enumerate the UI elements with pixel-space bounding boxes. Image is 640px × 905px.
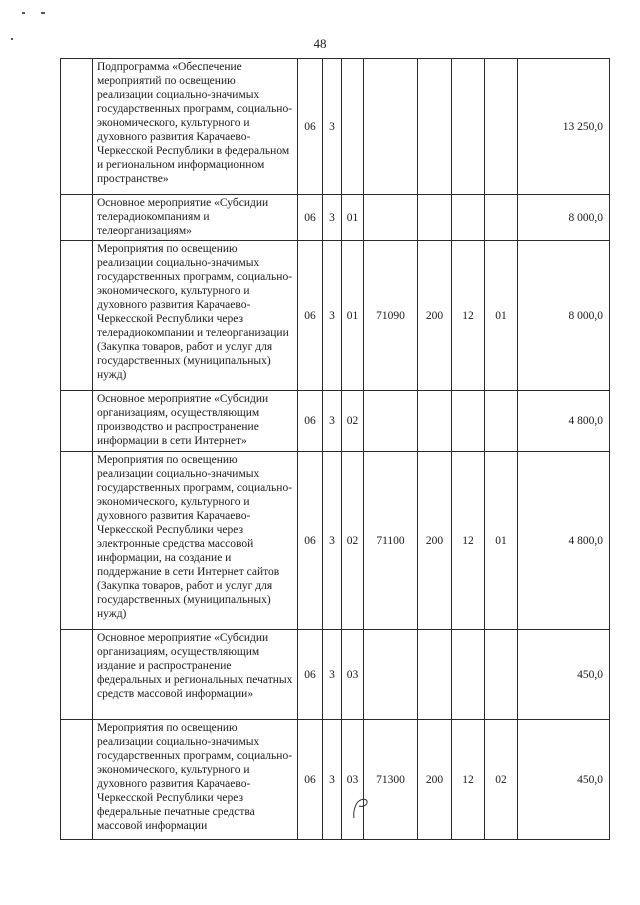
amount: 13 250,0 [518,59,610,195]
direction-code [364,630,418,720]
program-code: 3 [323,452,342,630]
ministry-code: 06 [298,391,323,452]
expense-type-code: 200 [418,720,452,840]
amount: 4 800,0 [518,452,610,630]
number-cell [61,630,93,720]
table-row [61,452,610,630]
scan-mark [41,12,45,14]
budget-table [60,58,610,840]
subsection-code: 01 [485,241,518,391]
event-code: 03 [342,720,364,840]
direction-code: 71100 [364,452,418,630]
section-code [452,195,485,241]
event-code: 02 [342,452,364,630]
direction-code [364,195,418,241]
subsection-code [485,59,518,195]
pen-scribble [350,792,372,820]
direction-code [364,59,418,195]
ministry-code: 06 [298,59,323,195]
ministry-code: 06 [298,195,323,241]
subsection-code: 02 [485,720,518,840]
number-cell [61,241,93,391]
number-cell [61,720,93,840]
expense-type-code: 200 [418,452,452,630]
section-code: 12 [452,452,485,630]
program-code: 3 [323,195,342,241]
program-code: 3 [323,391,342,452]
ministry-code: 06 [298,720,323,840]
subsection-code: 01 [485,452,518,630]
event-code: 03 [342,630,364,720]
table-row [61,195,610,241]
amount: 4 800,0 [518,391,610,452]
scan-mark [11,38,13,40]
ministry-code: 06 [298,452,323,630]
amount: 8 000,0 [518,195,610,241]
expense-type-code [418,195,452,241]
ministry-code: 06 [298,241,323,391]
page-number: 48 [313,36,327,51]
scan-mark [22,12,25,14]
section-code [452,630,485,720]
program-code: 3 [323,241,342,391]
expense-type-code [418,391,452,452]
amount: 450,0 [518,720,610,840]
row-name: Основное мероприятие «Субсидии телерадиокомпаниям и телеорганизациям» [93,195,298,241]
direction-code [364,391,418,452]
subsection-code [485,630,518,720]
number-cell [61,452,93,630]
expense-type-code: 200 [418,241,452,391]
subsection-code [485,195,518,241]
row-name: Подпрограмма «Обеспечение мероприятий по освещению реализации социально-значимых государственных программ, социально-экономического, культурного и духовного развития Карачаево-Черкесской Республики в федеральном и региональном информационном пространстве» [93,59,298,195]
row-name: Мероприятия по освещению реализации социально-значимых государственных программ, социально-экономического, культурного и духовного развития Карачаево-Черкесской Республики через федеральные печатные средства массовой информации [93,720,298,840]
subsection-code [485,391,518,452]
row-name: Основное мероприятие «Субсидии организациям, осуществляющим издание и распространение федеральных и региональных печатных средств массовой информации» [93,630,298,720]
number-cell [61,195,93,241]
table-row [61,59,610,195]
program-code: 3 [323,59,342,195]
amount: 8 000,0 [518,241,610,391]
table-row [61,630,610,720]
section-code [452,59,485,195]
table-row [61,720,610,840]
row-name: Основное мероприятие «Субсидии организациям, осуществляющим производство и распространение информации в сети Интернет» [93,391,298,452]
table-row [61,391,610,452]
amount: 450,0 [518,630,610,720]
section-code: 12 [452,720,485,840]
event-code: 01 [342,195,364,241]
table-row [61,241,610,391]
number-cell [61,391,93,452]
number-cell [61,59,93,195]
event-code: 02 [342,391,364,452]
direction-code: 71300 [364,720,418,840]
row-name: Мероприятия по освещению реализации социально-значимых государственных программ, социально-экономического, культурного и духовного развития Карачаево-Черкесской Республики через телерадиокомпании и телеорганизации (Закупка товаров, работ и услуг для государственных (муниципальных) нужд) [93,241,298,391]
section-code: 12 [452,241,485,391]
expense-type-code [418,59,452,195]
section-code [452,391,485,452]
row-name: Мероприятия по освещению реализации социально-значимых государственных программ, социально-экономического, культурного и духовного развития Карачаево-Черкесской Республики через электронные средства массовой информации, на создание и поддержание в сети Интернет сайтов (Закупка товаров, работ и услуг для государственных (муниципальных) нужд) [93,452,298,630]
direction-code: 71090 [364,241,418,391]
expense-type-code [418,630,452,720]
event-code: 01 [342,241,364,391]
program-code: 3 [323,720,342,840]
program-code: 3 [323,630,342,720]
event-code [342,59,364,195]
ministry-code: 06 [298,630,323,720]
